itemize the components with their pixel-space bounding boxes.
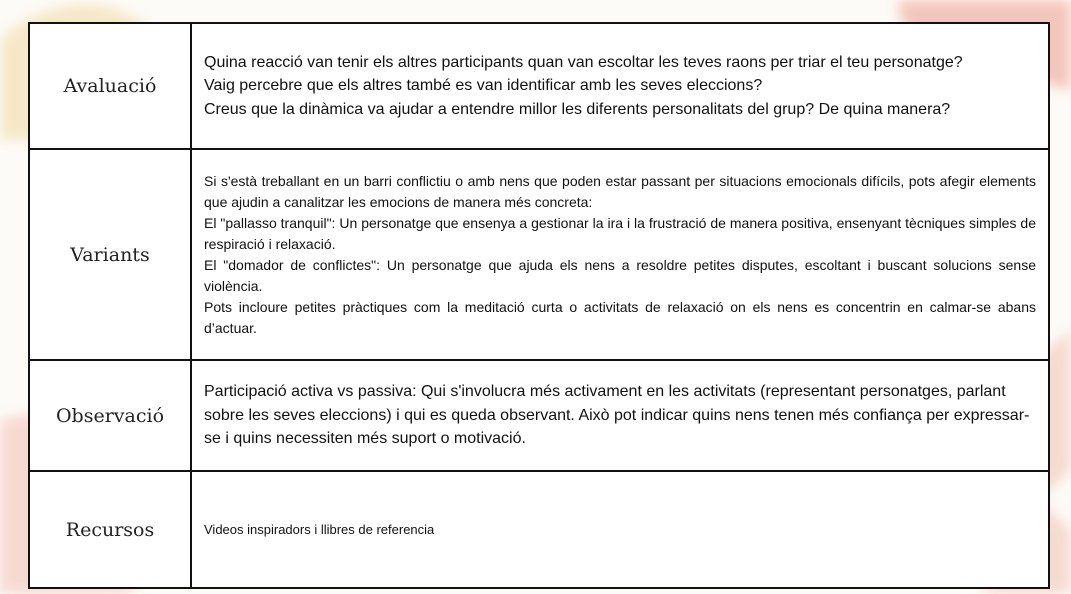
variants-practiques: Pots incloure petites pràctiques com la meditació curta o activitats de relaxació on els nens es concentrin en calmar-se abans d’actuar. bbox=[204, 298, 1036, 336]
row-content-avaluacio bbox=[191, 23, 1049, 149]
row-label-variants: Variants bbox=[29, 149, 191, 360]
activity-plan-table bbox=[28, 22, 1050, 589]
table-row-observacio bbox=[29, 360, 1049, 471]
row-content-recursos bbox=[191, 471, 1049, 588]
table-row-variants bbox=[29, 149, 1049, 360]
avaluacio-question-1: Quina reacció van tenir els altres participants quan van escoltar les teves raons per triar el teu personatge? bbox=[204, 53, 963, 71]
recursos-text: Videos inspiradors i llibres de referencia bbox=[204, 521, 435, 537]
observacio-text: Participació activa vs passiva: Qui s'involucra més activament en les activitats (representant personatges, parlant sobre les seves eleccions) i qui es queda observant. Això pot indicar quins nens tenen més confiança per expressar-se i quins necessiten més suport o motivació. bbox=[204, 383, 1030, 448]
table-row-recursos bbox=[29, 471, 1049, 588]
row-label-observacio: Observació bbox=[29, 360, 191, 471]
avaluacio-question-3: Creus que la dinàmica va ajudar a entendre millor les diferents personalitats del grup? De quina manera? bbox=[204, 100, 951, 118]
variants-pallasso: El "pallasso tranquil": Un personatge que ensenya a gestionar la ira i la frustració de manera positiva, ensenyant tècniques simples de respiració i relaxació. bbox=[204, 214, 1036, 252]
avaluacio-question-2: Vaig percebre que els altres també es van identificar amb les seves eleccions? bbox=[204, 77, 763, 95]
row-label-recursos: Recursos bbox=[29, 471, 191, 588]
variants-intro: Si s'està treballant en un barri conflictiu o amb nens que poden estar passant per situacions emocionals difícils, pots afegir elements que ajudin a canalitzar les emocions de manera més concreta: bbox=[204, 172, 1036, 210]
row-label-avaluacio: Avaluació bbox=[29, 23, 191, 149]
row-content-observacio bbox=[191, 360, 1049, 471]
row-content-variants bbox=[191, 149, 1049, 360]
table-row-avaluacio bbox=[29, 23, 1049, 149]
variants-domador: El "domador de conflictes": Un personatge que ajuda els nens a resoldre petites disputes, escoltant i buscant solucions sense violència. bbox=[204, 256, 1036, 294]
